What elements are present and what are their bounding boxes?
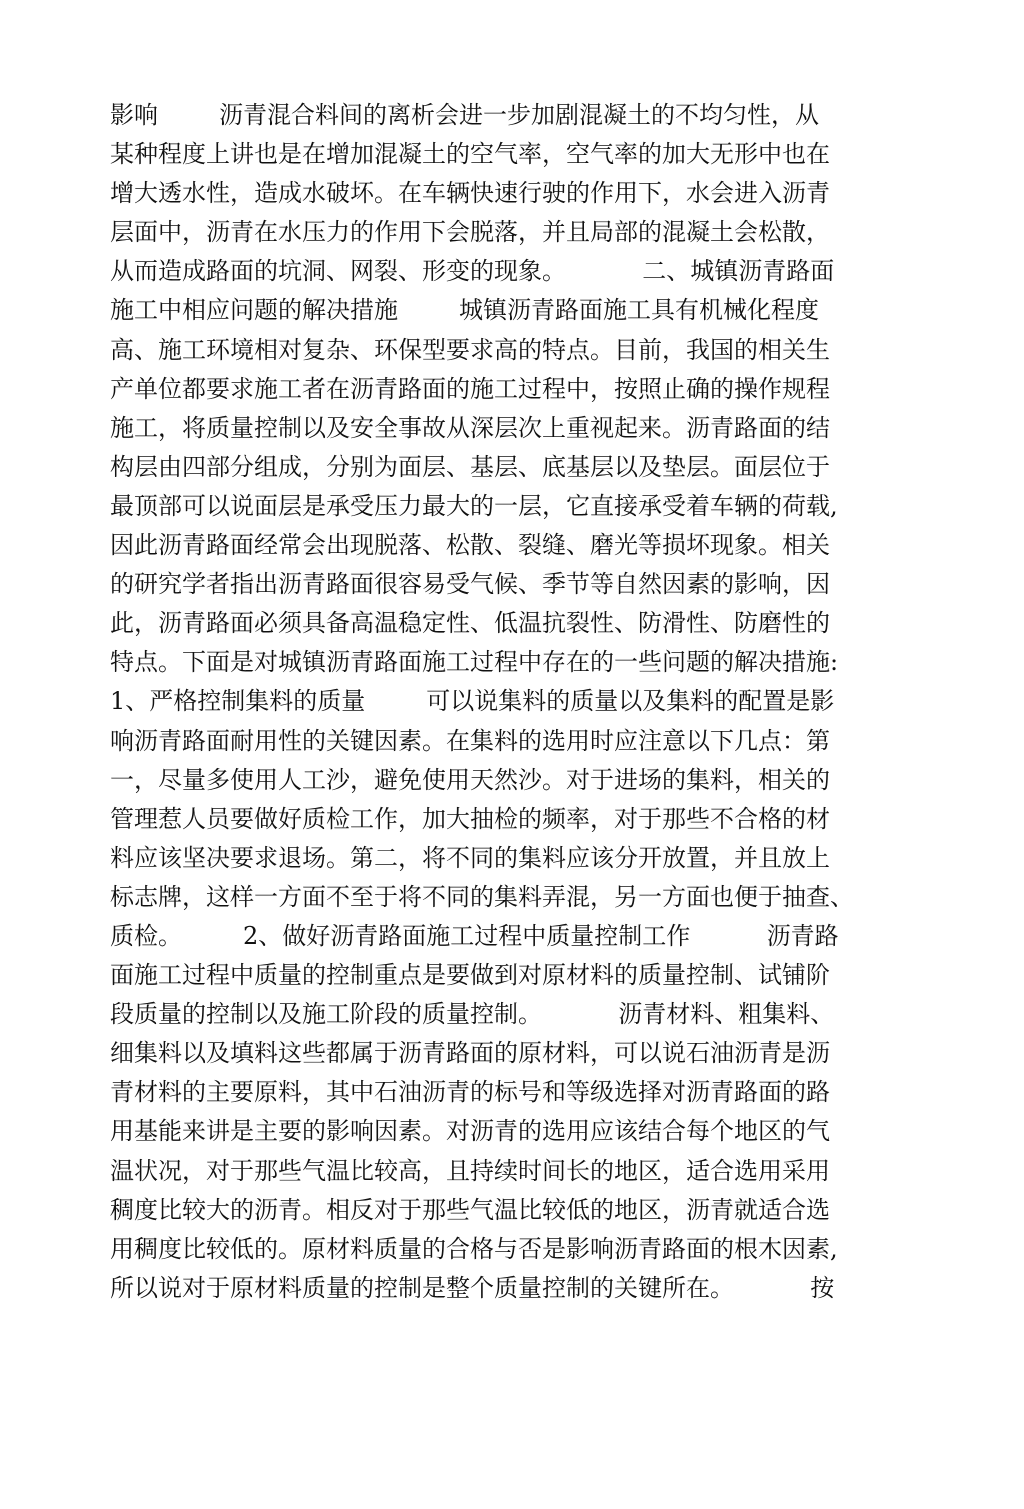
- text-line: 施工中相应问题的解决措施 城镇沥青路面施工具有机械化程度: [110, 296, 820, 325]
- text-line: 高、施工环境相对复杂、环保型要求高的特点。目前，我国的相关生: [110, 335, 830, 364]
- text-line: 温状况，对于那些气温比较高，且持续时间长的地区，适合选用采用: [110, 1156, 830, 1185]
- text-line: 细集料以及填料这些都属于沥青路面的原材料，可以说石油沥青是沥: [110, 1039, 830, 1068]
- text-line: 从而造成路面的坑洞、网裂、形变的现象。 二、城镇沥青路面: [110, 257, 835, 286]
- text-line: 一，尽量多使用人工沙，避免使用天然沙。对于进场的集料，相关的: [110, 765, 830, 794]
- text-line: 标志牌，这样一方面不至于将不同的集料弄混，另一方面也便于抽查、: [110, 882, 854, 911]
- text-line: 因此沥青路面经常会出现脱落、松散、裂缝、磨光等损坏现象。相关: [110, 531, 830, 560]
- body-text: [110, 96, 910, 1308]
- text-line: 响沥青路面耐用性的关键因素。在集料的选用时应注意以下几点：第: [110, 726, 830, 755]
- text-line: 构层由四部分组成，分别为面层、基层、底基层以及垫层。面层位于: [110, 452, 830, 481]
- text-line: 层面中，沥青在水压力的作用下会脱落，并且局部的混凝土会松散，: [110, 218, 830, 247]
- text-line: 稠度比较大的沥青。相反对于那些气温比较低的地区，沥青就适合选: [110, 1195, 830, 1224]
- text-line: 管理惹人员要做好质检工作，加大抽检的频率，对于那些不合格的材: [110, 804, 830, 833]
- text-line: 影响 沥青混合料间的离析会进一步加剧混凝土的不均匀性，从: [110, 101, 820, 129]
- text-line: 面施工过程中质量的控制重点是要做到对原材料的质量控制、试铺阶: [110, 961, 830, 990]
- text-line: 的研究学者指出沥青路面很容易受气候、季节等自然因素的影响，因: [110, 570, 830, 599]
- text-line: 料应该坚决要求退场。第二，将不同的集料应该分开放置，并且放上: [110, 843, 830, 872]
- text-line: 某种程度上讲也是在增加混凝土的空气率，空气率的加大无形中也在: [110, 140, 830, 169]
- text-line: 段质量的控制以及施工阶段的质量控制。 沥青材料、粗集料、: [110, 1000, 835, 1029]
- text-line: 产单位都要求施工者在沥青路面的施工过程中，按照止确的操作规程: [110, 374, 830, 403]
- text-line: 此，沥青路面必须具备高温稳定性、低温抗裂性、防滑性、防磨性的: [110, 609, 830, 638]
- text-line: 用基能来讲是主要的影响因素。对沥青的选用应该结合每个地区的气: [110, 1117, 830, 1146]
- text-line: 最顶部可以说面层是承受压力最大的一层，它直接承受着车辆的荷载,: [110, 491, 838, 520]
- text-line: 施工，将质量控制以及安全事故从深层次上重视起来。沥青路面的结: [110, 413, 830, 442]
- text-line: 特点。下面是对城镇沥青路面施工过程中存在的一些问题的解决措施:: [110, 648, 839, 677]
- text-line: 用稠度比较低的。原材料质量的合格与否是影响沥青路面的根木因素,: [110, 1234, 838, 1263]
- text-line: 所以说对于原材料质量的控制是整个质量控制的关键所在。 按: [110, 1273, 835, 1302]
- text-line: 质检。 2、做好沥青路面施工过程中质量控制工作 沥青路: [110, 921, 839, 950]
- text-line: 增大透水性，造成水破坏。在车辆快速行驶的作用下，水会进入沥青: [110, 179, 830, 208]
- text-line: 青材料的主要原料，其中石油沥青的标号和等级选择对沥青路面的路: [110, 1078, 830, 1107]
- text-line: 1、严格控制集料的质量 可以说集料的质量以及集料的配置是影: [110, 687, 835, 716]
